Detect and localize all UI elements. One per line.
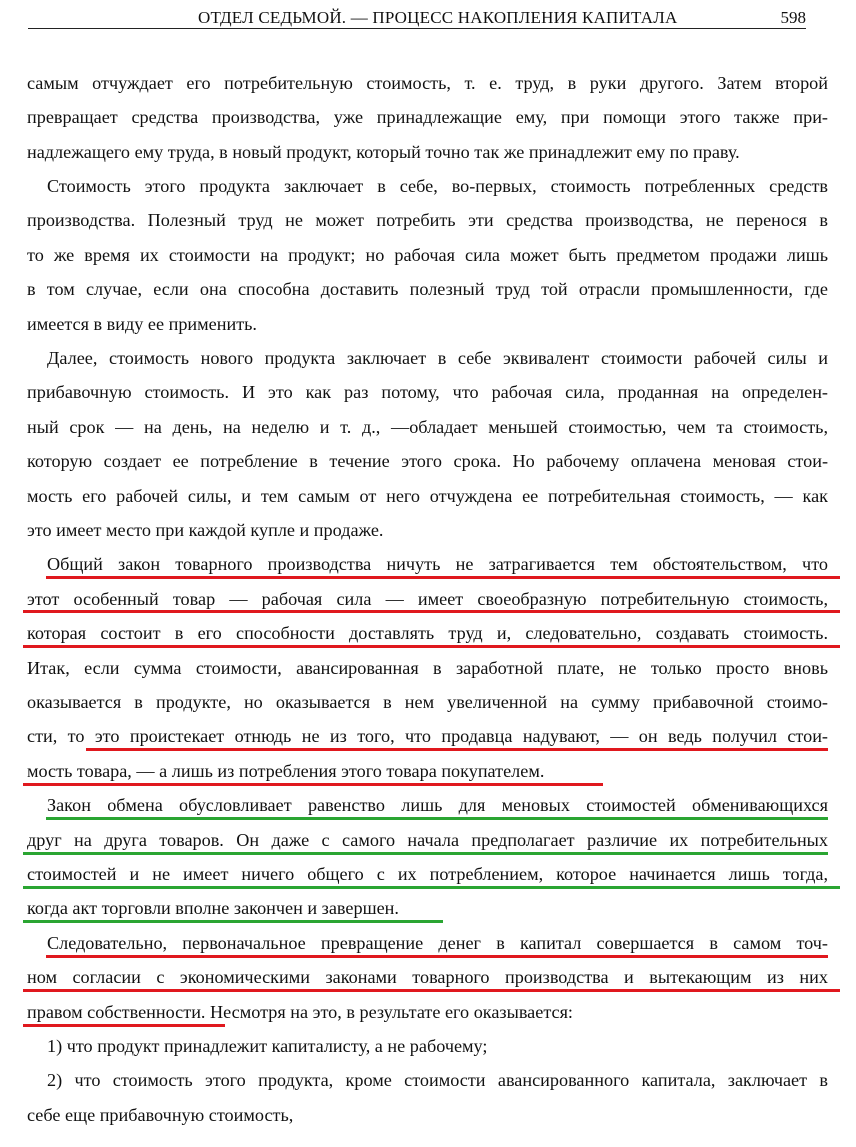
list-item: 2) что стоимость этого продукта, кроме стоимости авансированного капитала, заключает в <box>47 1070 828 1090</box>
text-line: Итак, если сумма стоимости, авансированная в заработной плате, не только просто вновь <box>27 658 828 678</box>
text-line: надлежащего ему труда, в новый продукт, который точно так же принадлежит ему по праву. <box>27 142 740 162</box>
text-line: Стоимость этого продукта заключает в себе, во-первых, стоимость потребленных средств <box>47 176 828 196</box>
red-underline <box>23 1024 225 1027</box>
text-line: оказывается в продукте, но оказывается в нем увеличенной на сумму прибавочной стоимо- <box>27 692 828 712</box>
text-line: этот особенный товар — рабочая сила — имеет своеобразную потребительную стоимость, <box>27 589 828 609</box>
red-underline <box>46 955 828 958</box>
text-line: когда акт торговли вполне закончен и завершен. <box>27 898 399 918</box>
page-number: 598 <box>780 8 806 27</box>
text-line: производства. Полезный труд не может потребить эти средства производства, не перенося в <box>27 210 828 230</box>
text-line: мость его рабочей силы, и тем самым от него отчуждена ее потребительная стоимость, — как <box>27 486 828 506</box>
text-line: Закон обмена обусловливает равенство лишь для меновых стоимостей обменивающихся <box>47 795 828 815</box>
text-line: самым отчуждает его потребительную стоимость, т. е. труд, в руки другого. Затем второй <box>27 73 828 93</box>
header-title: ОТДЕЛ СЕДЬМОЙ. — ПРОЦЕСС НАКОПЛЕНИЯ КАПИТАЛА <box>198 8 678 27</box>
list-item: 1) что продукт принадлежит капиталисту, а не рабочему; <box>47 1036 488 1056</box>
text-line: мость товара, — а лишь из потребления этого товара покупателем. <box>27 761 545 781</box>
green-underline <box>23 852 828 855</box>
red-underline <box>86 748 828 751</box>
text-line: это имеет место при каждой купле и продаже. <box>27 520 384 540</box>
text-line: имеется в виду ее применить. <box>27 314 257 334</box>
red-underline <box>23 645 840 648</box>
red-underline <box>23 989 840 992</box>
text-line: которую создает ее потребление в течение этого срока. Но рабочему оплачена меновая стои- <box>27 451 828 471</box>
text-line: ном согласии с экономическими законами товарного производства и вытекающим из них <box>27 967 828 987</box>
red-underline <box>46 576 840 579</box>
text-line: стоимостей и не имеет ничего общего с их потреблением, которое начинается лишь тогда, <box>27 864 828 884</box>
text-line: превращает средства производства, уже принадлежащие ему, при помощи этого также при- <box>27 107 828 127</box>
text-line: Следовательно, первоначальное превращение денег в капитал совершается в самом точ- <box>47 933 828 953</box>
text-line: друг на друга товаров. Он даже с самого начала предполагает различие их потребительных <box>27 830 828 850</box>
text-line: Далее, стоимость нового продукта заключает в себе эквивалент стоимости рабочей силы и <box>47 348 828 368</box>
green-underline <box>23 886 840 889</box>
text-line: которая состоит в его способности доставлять труд и, следовательно, создавать стоимость. <box>27 623 828 643</box>
red-underline <box>23 610 840 613</box>
running-header <box>28 6 806 29</box>
text-line: в том случае, если она способна доставить полезный труд той отрасли промышленности, где <box>27 279 828 299</box>
text-line: правом собственности. Несмотря на это, в результате его оказывается: <box>27 1002 573 1022</box>
text-line: то же время их стоимости на продукт; но рабочая сила может быть предметом продажи лишь <box>27 245 828 265</box>
green-underline <box>23 920 443 923</box>
green-underline <box>46 817 828 820</box>
text-line: прибавочную стоимость. И это как раз потому, что рабочая сила, проданная на определен- <box>27 382 828 402</box>
text-line: ный срок — на день, на неделю и т. д., —обладает меньшей стоимостью, чем та стоимость, <box>27 417 828 437</box>
text-line: себе еще прибавочную стоимость, <box>27 1105 294 1125</box>
text-line: сти, то это проистекает отнюдь не из того, что продавца надувают, — он ведь получил стои- <box>27 726 828 746</box>
text-line: Общий закон товарного производства ничуть не затрагивается тем обстоятельством, что <box>47 554 828 574</box>
red-underline <box>23 783 603 786</box>
